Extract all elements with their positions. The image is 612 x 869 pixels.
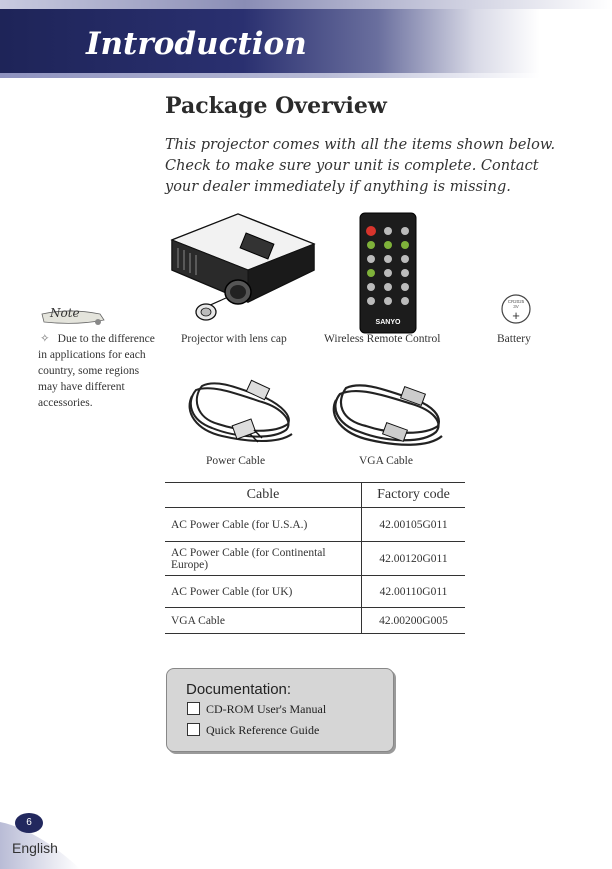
checkbox-icon	[187, 702, 200, 715]
cable-name-cell: AC Power Cable (for U.S.A.)	[165, 508, 362, 542]
table-header-row	[165, 483, 465, 508]
section-title: Package Overview	[165, 93, 387, 119]
intro-paragraph: This projector comes with all the items shown below. Check to make sure your unit is complete. Contact your dealer immediately if anything is missing.	[165, 137, 556, 195]
documentation-item-label: CD-ROM User's Manual	[206, 702, 327, 716]
documentation-title: Documentation:	[186, 681, 292, 698]
power-cable-illustration	[182, 368, 297, 453]
documentation-item	[187, 702, 326, 717]
chapter-title: Introduction	[86, 26, 307, 62]
battery-voltage-text: 3V	[513, 304, 519, 309]
factory-code-cell: 42.00200G005	[362, 608, 466, 634]
projector-illustration	[168, 210, 318, 330]
cable-name-cell: AC Power Cable (for UK)	[165, 576, 362, 608]
documentation-item	[187, 723, 319, 738]
documentation-box	[166, 668, 394, 752]
header-top-stripe	[0, 0, 612, 9]
note-bullet-icon: ✧	[40, 333, 50, 345]
note-body: Due to the difference in applications for each country, some regions may have different accessories.	[38, 333, 155, 409]
projector-label: Projector with lens cap	[181, 333, 287, 345]
note-icon	[40, 302, 106, 328]
checkbox-icon	[187, 723, 200, 736]
table-row	[165, 508, 465, 542]
note-label: Note	[50, 306, 80, 320]
header-underline	[0, 73, 540, 78]
page-number: 6	[15, 813, 43, 833]
documentation-item-label: Quick Reference Guide	[206, 723, 320, 737]
remote-brand-logo: SANYO	[375, 319, 401, 326]
note-text	[38, 331, 160, 411]
factory-code-cell: 42.00120G011	[362, 542, 466, 576]
column-header-factory-code: Factory code	[362, 483, 466, 508]
battery-plus-sign: +	[512, 308, 520, 323]
remote-control-illustration	[359, 212, 417, 334]
power-cable-label: Power Cable	[206, 455, 266, 467]
page-corner-decoration	[0, 800, 120, 869]
table-row	[165, 542, 465, 576]
factory-code-cell: 42.00105G011	[362, 508, 466, 542]
cable-name-cell: AC Power Cable (for Continental Europe)	[165, 542, 362, 576]
battery-label: Battery	[497, 333, 531, 345]
column-header-cable: Cable	[165, 483, 362, 508]
footer-language: English	[12, 840, 58, 856]
battery-model-text: CR2025	[507, 299, 525, 304]
cable-name-cell: VGA Cable	[165, 608, 362, 634]
vga-cable-label: VGA Cable	[359, 455, 413, 467]
cable-factory-code-table	[165, 482, 465, 634]
factory-code-cell: 42.00110G011	[362, 576, 466, 608]
vga-cable-illustration	[328, 370, 446, 455]
battery-illustration	[500, 293, 532, 325]
remote-control-label: Wireless Remote Control	[324, 333, 441, 345]
table-row	[165, 576, 465, 608]
table-row	[165, 608, 465, 634]
